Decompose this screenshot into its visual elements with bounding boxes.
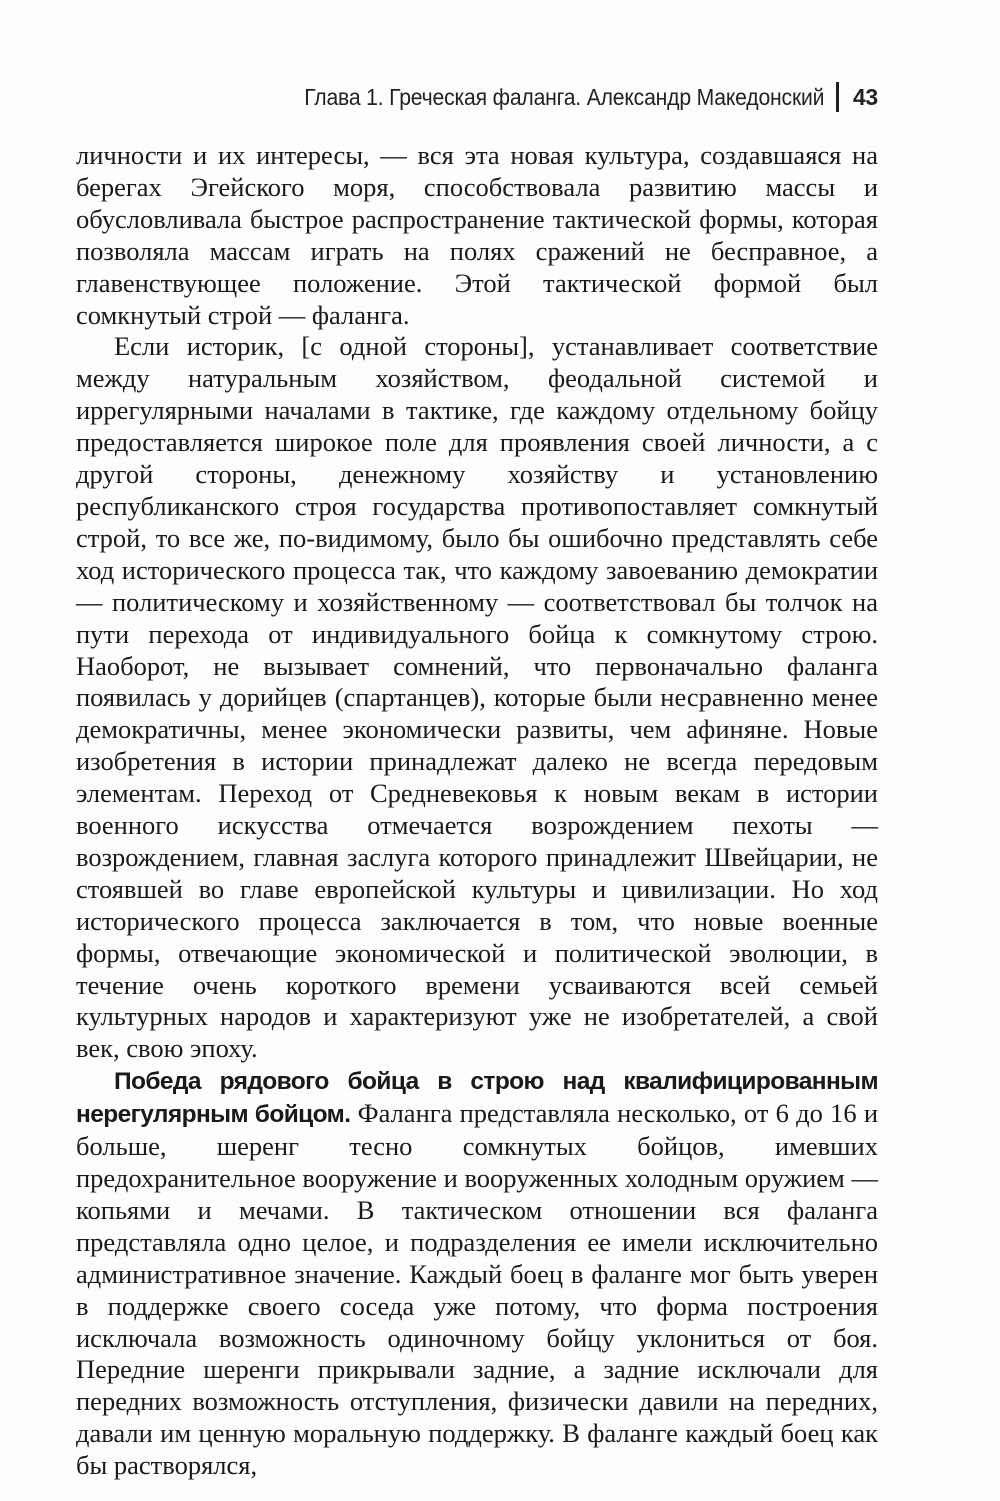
header-divider bbox=[836, 82, 839, 112]
paragraph-3-text: Фаланга представляла несколько, от 6 до 16 и больше, шеренг тесно сомкнутых бойцов, имевших предохранительное вооружение и вооруженных холодным оружием — копьями и мечами. В тактическом отношении вся фаланга представляла одно целое, и подразделения ее имели исключительно административное значение. Каждый боец в фаланге мог быть уверен в поддержке своего соседа уже потому, что форма построения исключала возможность одиночному бойцу уклониться от боя. Передние шеренги прикрывали задние, а задние исключали для передних возможность отступления, физически давили на передних, давали им ценную моральную поддержку. В фаланге каждый боец как бы растворялся, bbox=[76, 1098, 879, 1481]
page-number: 43 bbox=[852, 83, 878, 110]
running-header bbox=[76, 80, 878, 114]
run-in-heading: Победа рядового бойца в строю над квалифицированным нерегулярным бойцом. bbox=[76, 1068, 878, 1129]
paragraph-3 bbox=[76, 1065, 878, 1482]
paragraph-2: Если историк, [с одной стороны], устанавливает соответствие между натуральным хозяйством, феодальной системой и иррегулярными началами в тактике, где каждому отдельному бойцу предоставляется широкое поле для проявления своей личности, а с другой стороны, денежному хозяйству и установлению республиканского строя государства противопоставляет сомкнутый строй, то все же, по-видимому, было бы ошибочно представлять себе ход исторического процесса так, что каждому завоеванию демократии — политическому и хозяйственному — соответствовал бы толчок на пути перехода от индивидуального бойца к сомкнутому строю. Наоборот, не вызывает сомнений, что первоначально фаланга появилась у дорийцев (спартанцев), которые были несравненно менее демократичны, менее экономически развиты, чем афиняне. Новые изобретения в истории принадлежат далеко не всегда передовым элементам. Переход от Средневековья к новым векам в истории военного искусства отмечается возрождением пехоты — возрождением, главная заслуга которого принадлежит Швейцарии, не стоявшей во главе европейской культуры и цивилизации. Но ход исторического процесса заключается в том, что новые военные формы, отвечающие экономической и политической эволюции, в течение очень короткого времени усваиваются всей семьей культурных народов и характеризуют уже не изобретателей, а свой век, свою эпоху. bbox=[76, 331, 878, 1064]
body-text bbox=[76, 140, 878, 1482]
paragraph-1: личности и их интересы, — вся эта новая культура, создавшаяся на берегах Эгейского моря, способствовала развитию массы и обусловливала быстрое распространение тактической формы, которая позволяла массам играть на полях сражений не бесправное, а главенствующее положение. Этой тактической формой был сомкнутый строй — фаланга. bbox=[76, 140, 878, 330]
chapter-title: Глава 1. Греческая фаланга. Александр Македонский bbox=[303, 83, 824, 110]
